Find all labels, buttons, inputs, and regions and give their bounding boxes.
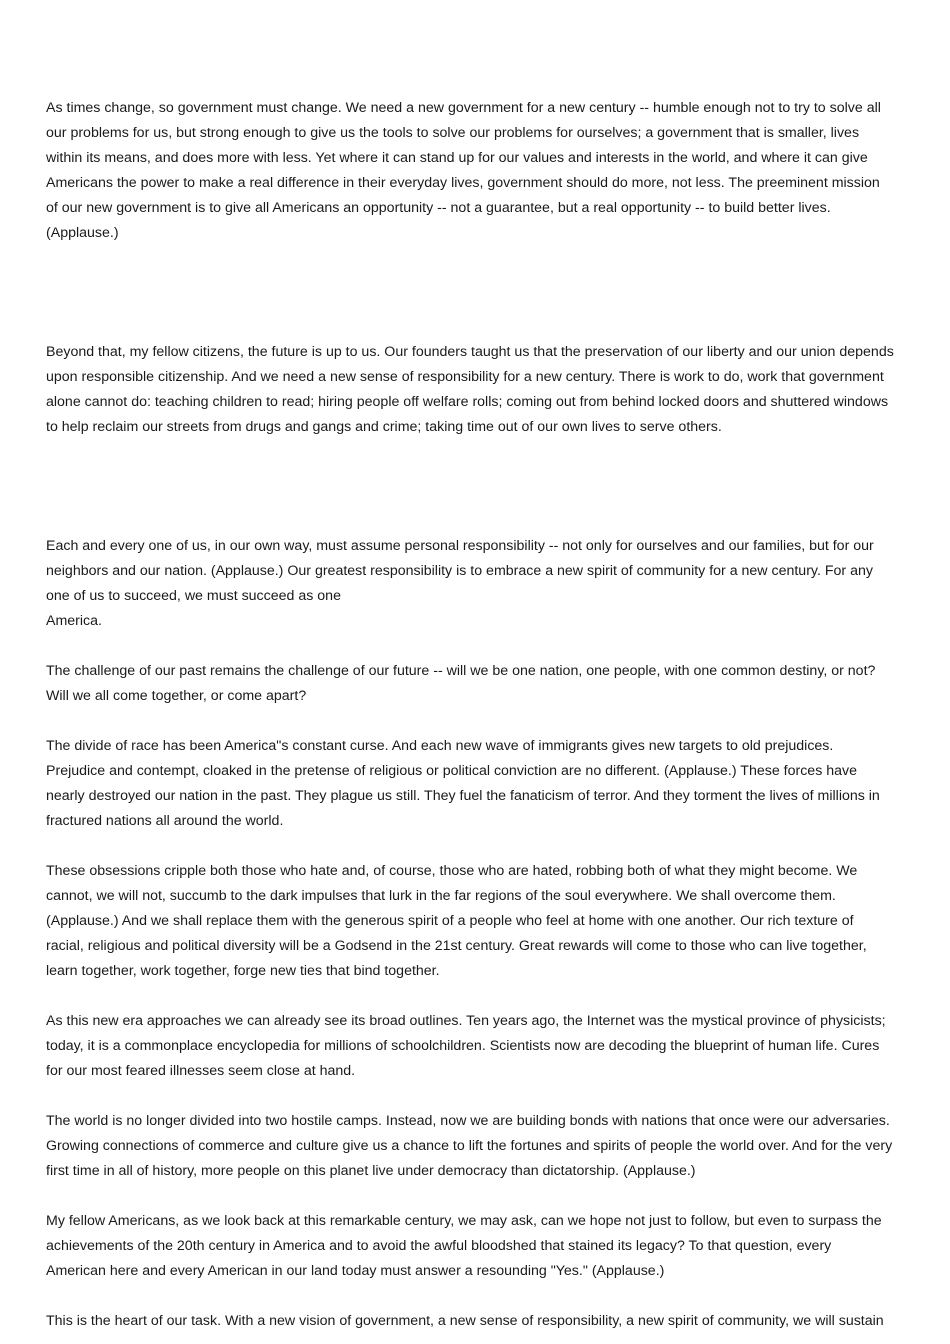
paragraph-obsessions — [46, 859, 912, 984]
text-line: Beyond that, my fellow citizens, the future is up to us. Our founders taught us that the preservation of our liberty and our union depends — [46, 344, 894, 360]
text-line: alone cannot do: teaching children to read; hiring people off welfare rolls; coming out from behind locked doors and shuttered windows — [46, 394, 889, 410]
paragraph-spacer — [46, 984, 912, 1009]
text-line: American here and every American in our land today must answer a resounding "Yes." (Applause.) — [46, 1263, 665, 1279]
document-body — [46, 96, 912, 1334]
text-line: Americans the power to make a real difference in their everyday lives, government should do more, not less. The preeminent mission — [46, 175, 880, 191]
text-line: The divide of race has been America"s constant curse. And each new wave of immigrants gives new targets to old prejudices. — [46, 738, 834, 754]
paragraph-challenge — [46, 659, 912, 709]
text-line: America. — [46, 613, 102, 629]
text-line: As times change, so government must change. We need a new government for a new century -- humble enough not to try to solve all — [46, 100, 881, 116]
text-line: achievements of the 20th century in America and to avoid the awful bloodshed that stained its legacy? To that question, every — [46, 1238, 832, 1254]
paragraph-spacer — [46, 1084, 912, 1109]
paragraph-personal-responsibility — [46, 534, 912, 634]
text-line: nearly destroyed our nation in the past. They plague us still. They fuel the fanaticism of terror. And they torment the lives of millions in — [46, 788, 880, 804]
text-line: cannot, we will not, succumb to the dark impulses that lurk in the far regions of the soul everywhere. We shall overcome them. — [46, 888, 836, 904]
text-line: of our new government is to give all Americans an opportunity -- not a guarantee, but a real opportunity -- to build better lives. — [46, 200, 831, 216]
text-line: today, it is a commonplace encyclopedia for millions of schoolchildren. Scientists now are decoding the blueprint of human life. Cures — [46, 1038, 880, 1054]
text-line: racial, religious and political diversity will be a Godsend in the 21st century. Great rewards will come to those who can live together, — [46, 938, 867, 954]
paragraph-spacer — [46, 1284, 912, 1309]
text-line: one of us to succeed, we must succeed as one — [46, 588, 341, 604]
text-line: (Applause.) — [46, 225, 119, 241]
paragraph-spacer — [46, 440, 912, 534]
text-line: upon responsible citizenship. And we need a new sense of responsibility for a new century. There is work to do, work that government — [46, 369, 884, 385]
text-line: The world is no longer divided into two hostile camps. Instead, now we are building bonds with nations that once were our adversaries. — [46, 1113, 890, 1129]
text-line: Each and every one of us, in our own way, must assume personal responsibility -- not only for ourselves and our families, but for our — [46, 538, 874, 554]
paragraph-spacer — [46, 1184, 912, 1209]
text-line: (Applause.) And we shall replace them with the generous spirit of a people who feel at home with one another. Our rich texture of — [46, 913, 854, 929]
text-line: learn together, work together, forge new ties that bind together. — [46, 963, 440, 979]
text-line: This is the heart of our task. With a new vision of government, a new sense of responsibility, a new spirit of community, we will sustain — [46, 1313, 884, 1329]
paragraph-responsibility — [46, 340, 912, 440]
text-line: The challenge of our past remains the challenge of our future -- will we be one nation, one people, with one common destiny, or not? — [46, 663, 876, 679]
paragraph-heart-of-task — [46, 1309, 912, 1334]
paragraph-spacer — [46, 709, 912, 734]
text-line: neighbors and our nation. (Applause.) Our greatest responsibility is to embrace a new spirit of community for a new century. For any — [46, 563, 873, 579]
paragraph-world-divided — [46, 1109, 912, 1184]
text-line: our problems for us, but strong enough to give us the tools to solve our problems for ourselves; a government that is smaller, lives — [46, 125, 860, 141]
paragraph-fellow-americans — [46, 1209, 912, 1284]
text-line: fractured nations all around the world. — [46, 813, 284, 829]
text-line: These obsessions cripple both those who hate and, of course, those who are hated, robbing both of what they might become. We — [46, 863, 858, 879]
paragraph-spacer — [46, 634, 912, 659]
text-line: As this new era approaches we can already see its broad outlines. Ten years ago, the Internet was the mystical province of physicists; — [46, 1013, 886, 1029]
paragraph-government-change — [46, 96, 912, 246]
text-line: to help reclaim our streets from drugs and gangs and crime; taking time out of our own lives to serve others. — [46, 419, 722, 435]
paragraph-spacer — [46, 834, 912, 859]
paragraph-divide-of-race — [46, 734, 912, 834]
paragraph-spacer — [46, 246, 912, 340]
text-line: first time in all of history, more people on this planet live under democracy than dictatorship. (Applause.) — [46, 1163, 696, 1179]
paragraph-new-era — [46, 1009, 912, 1084]
text-line: Prejudice and contempt, cloaked in the pretense of religious or political conviction are no different. (Applause.) These forces have — [46, 763, 857, 779]
text-line: for our most feared illnesses seem close at hand. — [46, 1063, 356, 1079]
text-line: My fellow Americans, as we look back at this remarkable century, we may ask, can we hope not just to follow, but even to surpass the — [46, 1213, 882, 1229]
text-line: Growing connections of commerce and culture give us a chance to lift the fortunes and spirits of people the world over. And for the very — [46, 1138, 893, 1154]
text-line: within its means, and does more with less. Yet where it can stand up for our values and interests in the world, and where it can give — [46, 150, 868, 166]
text-line: Will we all come together, or come apart? — [46, 688, 307, 704]
